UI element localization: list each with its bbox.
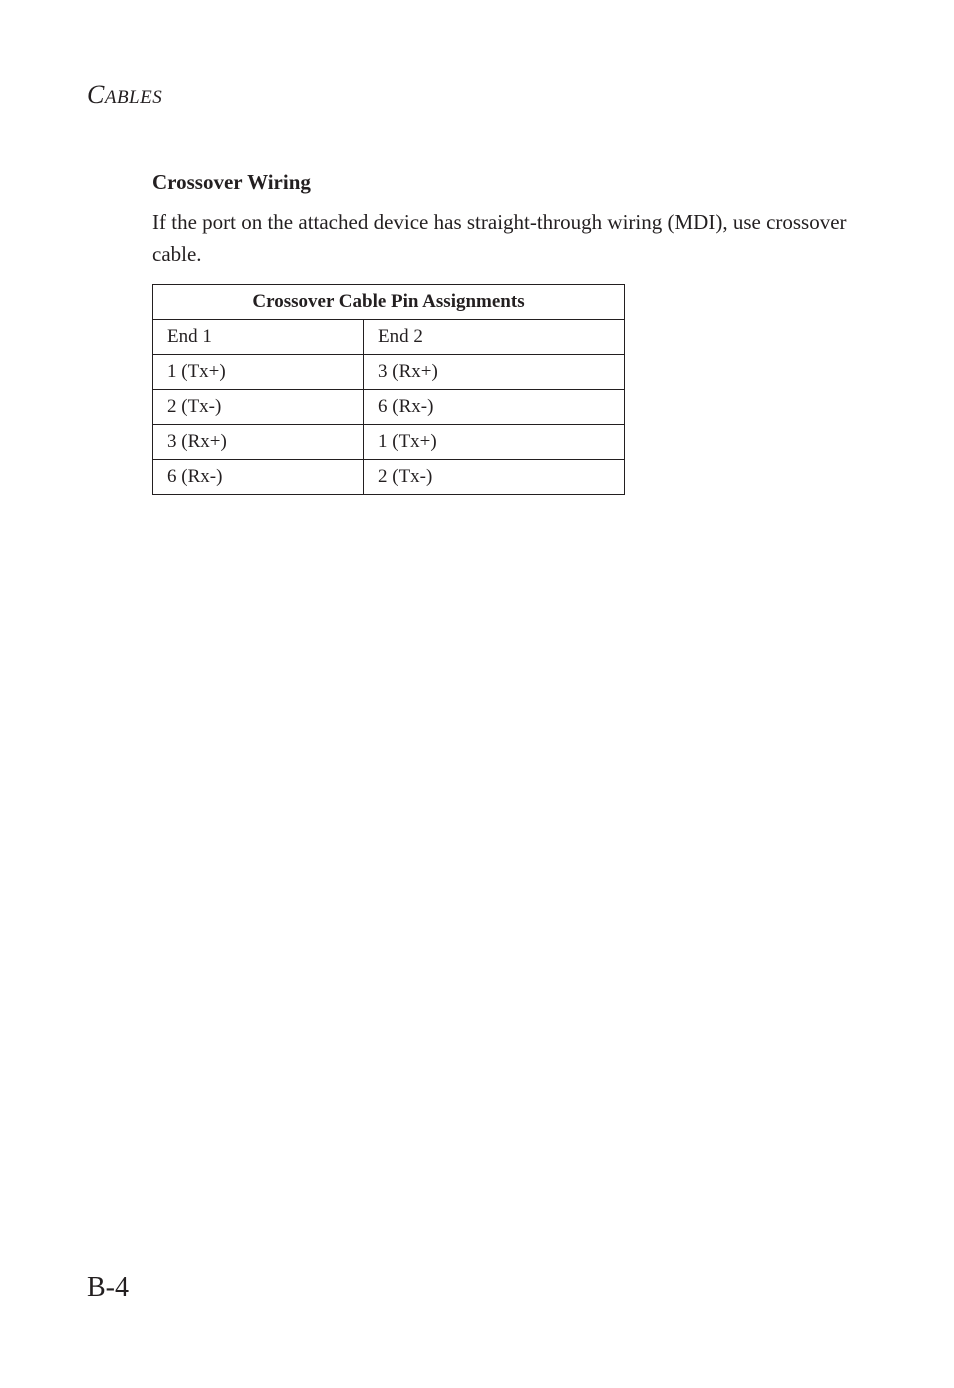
table-cell: 3 (Rx+)	[153, 425, 364, 460]
table-caption: Crossover Cable Pin Assignments	[153, 285, 625, 320]
table-row	[153, 460, 625, 495]
section-title: Crossover Wiring	[152, 170, 311, 194]
column-header-end-2: End 2	[364, 320, 625, 355]
column-header-end-1: End 1	[153, 320, 364, 355]
table-row	[153, 425, 625, 460]
table-caption-row	[153, 285, 625, 320]
page-number: B-4	[87, 1272, 129, 1303]
crossover-pin-table	[152, 284, 625, 495]
section-body: If the port on the attached device has straight-through wiring (MDI), use crossover cable.	[152, 210, 847, 266]
running-header	[87, 80, 162, 110]
table-header-row	[153, 320, 625, 355]
table-cell: 6 (Rx-)	[364, 390, 625, 425]
table-cell: 3 (Rx+)	[364, 355, 625, 390]
running-header-rest: ABLES	[104, 87, 163, 108]
running-header-initial: C	[87, 80, 105, 109]
table-cell: 2 (Tx-)	[364, 460, 625, 495]
table-cell: 1 (Tx+)	[364, 425, 625, 460]
table-cell: 6 (Rx-)	[153, 460, 364, 495]
table-row	[153, 355, 625, 390]
main-content	[152, 168, 852, 495]
table-cell: 2 (Tx-)	[153, 390, 364, 425]
table-row	[153, 390, 625, 425]
table-cell: 1 (Tx+)	[153, 355, 364, 390]
